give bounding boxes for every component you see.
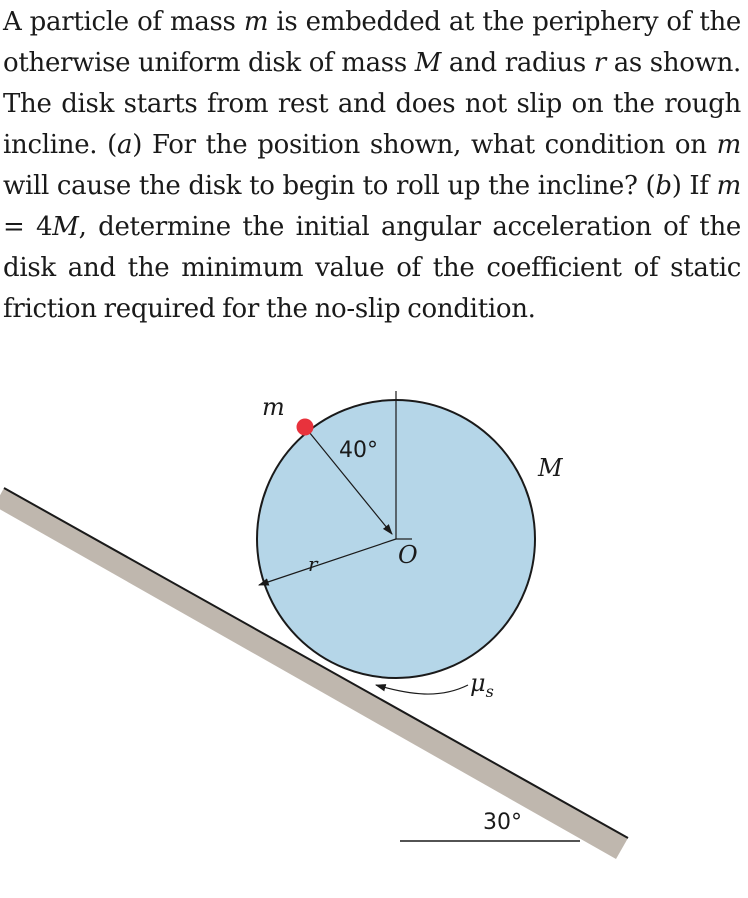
symbol-m: m xyxy=(716,171,741,201)
radius-label: r xyxy=(308,552,318,576)
text-segment: ) If xyxy=(671,171,717,201)
text-segment: is embedded at the periphery of the otherwise uniform disk of mass xyxy=(3,7,741,78)
symbol-r: r xyxy=(593,48,606,78)
symbol-M: M xyxy=(414,48,442,78)
particle xyxy=(297,419,314,436)
symbol-m: m xyxy=(243,7,269,37)
disk-on-incline-figure xyxy=(0,375,748,898)
text-segment: = 4 xyxy=(3,212,53,242)
part-b-label: b xyxy=(655,171,672,201)
particle-mass-label: m xyxy=(262,393,285,421)
mu-subscript: s xyxy=(485,682,494,701)
symbol-M: M xyxy=(52,212,79,242)
text-segment: ) For the position shown, what condition on xyxy=(132,130,717,160)
friction-arrow xyxy=(376,685,468,694)
text-segment: A particle of mass xyxy=(3,7,244,37)
text-segment: as shown. The disk starts from rest and does not slip on the rough incline. ( xyxy=(3,48,741,160)
text-segment: , determine the initial angular acceleration of the disk and the minimum value of the coefficient of static friction required for the no-slip condition. xyxy=(3,212,741,324)
part-a-label: a xyxy=(117,130,133,160)
text-segment: will cause the disk to begin to roll up the incline? ( xyxy=(3,171,656,201)
angle-40-label: 40° xyxy=(339,438,378,463)
mu-symbol: μ xyxy=(470,669,486,697)
symbol-m: m xyxy=(716,130,741,160)
text-segment: and radius xyxy=(441,48,594,78)
friction-coefficient-label xyxy=(470,669,494,701)
center-label: O xyxy=(398,541,418,569)
disk-mass-label: M xyxy=(538,454,563,482)
angle-30-label: 30° xyxy=(483,810,522,835)
problem-statement xyxy=(3,2,741,330)
